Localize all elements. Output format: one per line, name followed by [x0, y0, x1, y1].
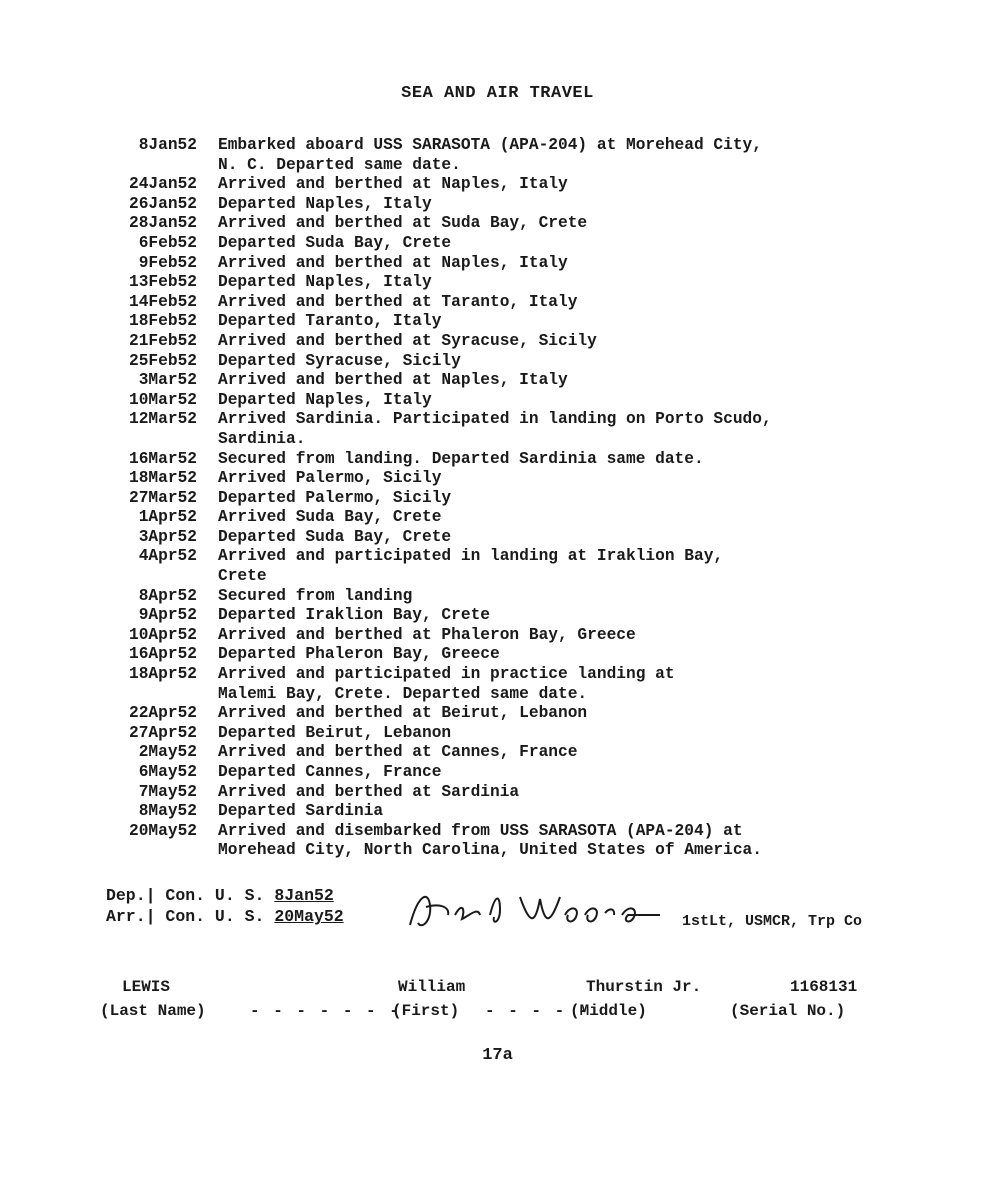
entry-date: 26Jan52	[129, 194, 197, 213]
travel-entry	[90, 763, 910, 783]
entry-date: 10Mar52	[129, 390, 197, 409]
travel-entry	[90, 724, 910, 744]
first-name-label: (First)	[392, 1002, 460, 1020]
entry-date: 9Feb52	[138, 253, 197, 272]
last-name-label: (Last Name)	[100, 1002, 206, 1020]
entry-text: Secured from landing	[218, 586, 413, 605]
entry-text: Departed Naples, Italy	[218, 390, 432, 409]
last-name: LEWIS	[122, 978, 171, 996]
travel-entry	[90, 410, 910, 449]
travel-entry	[90, 822, 910, 861]
page-number: 17a	[482, 1046, 513, 1065]
travel-entry	[90, 175, 910, 195]
travel-entry	[90, 587, 910, 607]
travel-entry	[90, 704, 910, 724]
entry-text: Departed Naples, Italy	[218, 273, 432, 292]
entry-date: 18Apr52	[129, 665, 197, 684]
entry-date: 7May52	[138, 782, 197, 801]
entry-text: Arrived and berthed at Naples, Italy	[218, 371, 568, 390]
travel-entry	[90, 508, 910, 528]
travel-entry	[90, 450, 910, 470]
entry-text: Departed Naples, Italy	[218, 194, 432, 213]
entry-date: 12Mar52	[129, 410, 197, 429]
entry-date: 18Feb52	[129, 312, 197, 331]
entry-text: Embarked aboard USS SARASOTA (APA-204) at Morehead City, N. C. Departed same date.	[218, 136, 762, 174]
travel-entry	[90, 606, 910, 626]
entry-text: Departed Iraklion Bay, Crete	[218, 606, 490, 625]
travel-entries	[90, 136, 910, 861]
entry-date: 13Feb52	[129, 273, 197, 292]
entry-text: Arrived and berthed at Beirut, Lebanon	[218, 704, 588, 723]
entry-text: Departed Sardinia	[218, 802, 384, 821]
entry-text: Arrived and berthed at Phaleron Bay, Greece	[218, 625, 636, 644]
entry-text: Arrived and berthed at Naples, Italy	[218, 175, 568, 194]
entry-text: Arrived and berthed at Sardinia	[218, 782, 520, 801]
entry-text: Arrived and berthed at Taranto, Italy	[218, 292, 578, 311]
entry-text: Departed Suda Bay, Crete	[218, 527, 452, 546]
travel-entry	[90, 273, 910, 293]
arrival-label: Arr.	[106, 907, 146, 926]
middle-name: Thurstin Jr.	[586, 978, 702, 996]
entry-date: 28Jan52	[129, 214, 197, 233]
name-line: LEWIS (Last Name) - - - - - - - William (First) - - - - - Thurstin Jr. (Middle) 1168131 (Serial No.)	[100, 978, 858, 1020]
entry-text: Arrived and participated in practice landing at Malemi Bay, Crete. Departed same date.	[218, 665, 675, 703]
entry-date: 2May52	[138, 743, 197, 762]
travel-entry	[90, 665, 910, 704]
travel-entry	[90, 743, 910, 763]
travel-entry	[90, 391, 910, 411]
entry-date: 16Apr52	[129, 645, 197, 664]
entry-date: 10Apr52	[129, 625, 197, 644]
serial-number-label: (Serial No.)	[730, 1002, 846, 1020]
entry-date: 14Feb52	[129, 292, 197, 311]
travel-entry	[90, 312, 910, 332]
entry-text: Arrived and participated in landing at Iraklion Bay, Crete	[218, 547, 724, 586]
travel-entry	[90, 489, 910, 509]
travel-entry	[90, 136, 910, 175]
entry-date: 27Apr52	[129, 723, 197, 742]
entry-text: Secured from landing. Departed Sardinia same date.	[218, 449, 704, 468]
signature-title: 1stLt, USMCR, Trp Co	[682, 913, 863, 930]
entry-date: 4Apr52	[138, 547, 197, 566]
handwritten-signature	[400, 885, 690, 937]
travel-entry	[90, 254, 910, 274]
entry-date: 3Apr52	[138, 527, 197, 546]
conveyance-block: Dep. | Con. U. S. 8Jan52 Arr. | Con. U. S. 20May52	[106, 886, 344, 926]
serial-number: 1168131	[790, 978, 858, 996]
entry-text: Arrived Sardinia. Participated in landing on Porto Scudo, Sardinia.	[218, 410, 772, 448]
travel-entry	[90, 802, 910, 822]
entry-text: Arrived and disembarked from USS SARASOTA (APA-204) at Morehead City, North Carolina, United States of America.	[218, 821, 762, 860]
travel-entry	[90, 469, 910, 489]
middle-name-label: (Middle)	[570, 1002, 647, 1020]
travel-entry	[90, 626, 910, 646]
entry-text: Arrived Palermo, Sicily	[218, 469, 442, 488]
travel-entry	[90, 214, 910, 234]
entry-date: 6May52	[138, 763, 197, 781]
arrival-date: 20May52	[274, 907, 344, 926]
entry-text: Arrived and berthed at Suda Bay, Crete	[218, 214, 588, 233]
entry-date: 22Apr52	[129, 704, 197, 723]
departure-text: Con. U. S.	[165, 886, 265, 905]
entry-text: Departed Suda Bay, Crete	[218, 233, 452, 252]
entry-text: Departed Beirut, Lebanon	[218, 723, 452, 742]
travel-entry	[90, 645, 910, 665]
travel-entry	[90, 234, 910, 254]
entry-date: 25Feb52	[129, 351, 197, 370]
first-name: William	[398, 978, 466, 996]
entry-text: Departed Phaleron Bay, Greece	[218, 645, 500, 664]
departure-date: 8Jan52	[274, 886, 334, 905]
entry-date: 21Feb52	[129, 331, 197, 350]
entry-date: 1Apr52	[138, 508, 197, 527]
travel-entry	[90, 783, 910, 803]
entry-date: 6Feb52	[138, 233, 197, 252]
travel-entry	[90, 332, 910, 352]
entry-text: Departed Palermo, Sicily	[218, 488, 452, 507]
entry-date: 27Mar52	[129, 488, 197, 507]
entry-text: Arrived and berthed at Syracuse, Sicily	[218, 331, 597, 350]
entry-date: 16Mar52	[129, 449, 197, 468]
travel-entry	[90, 371, 910, 391]
entry-text: Arrived and berthed at Cannes, France	[218, 743, 578, 762]
departure-label: Dep.	[106, 886, 146, 905]
travel-entry	[90, 195, 910, 215]
entry-text: Departed Syracuse, Sicily	[218, 351, 461, 370]
entry-text: Departed Cannes, France	[218, 763, 442, 781]
page-title: SEA AND AIR TRAVEL	[401, 84, 594, 103]
entry-date: 24Jan52	[129, 175, 197, 194]
travel-entry	[90, 547, 910, 586]
entry-date: 8May52	[138, 802, 197, 821]
entry-text: Arrived Suda Bay, Crete	[218, 508, 442, 527]
entry-text: Departed Taranto, Italy	[218, 312, 442, 331]
travel-entry	[90, 352, 910, 372]
entry-date: 20May52	[129, 821, 197, 840]
entry-date: 8Jan52	[138, 136, 197, 154]
entry-date: 8Apr52	[138, 586, 197, 605]
arrival-text: Con. U. S.	[165, 907, 265, 926]
entry-date: 3Mar52	[138, 371, 197, 390]
travel-entry	[90, 528, 910, 548]
entry-text: Arrived and berthed at Naples, Italy	[218, 253, 568, 272]
entry-date: 18Mar52	[129, 469, 197, 488]
entry-date: 9Apr52	[138, 606, 197, 625]
travel-entry	[90, 293, 910, 313]
